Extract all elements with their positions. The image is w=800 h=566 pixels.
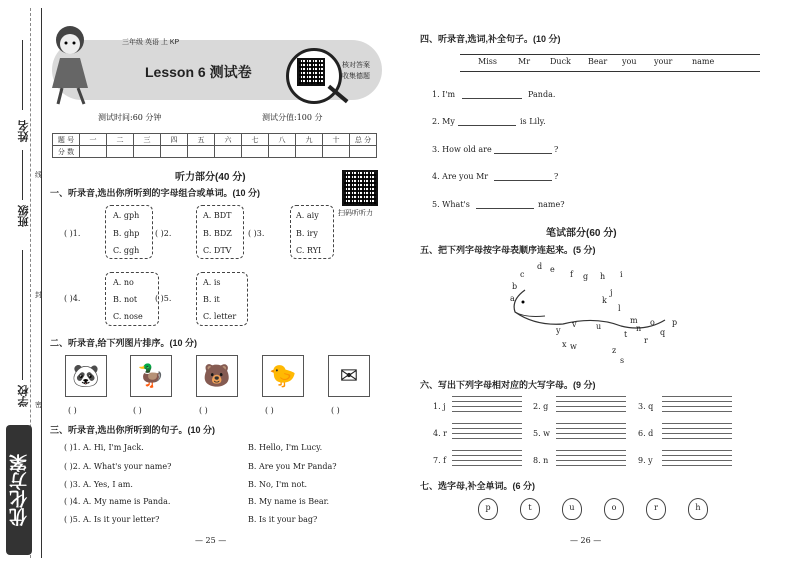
score-input[interactable] — [188, 146, 215, 158]
s6-item: 4. r — [433, 429, 447, 438]
score-cell: 六 — [215, 134, 242, 146]
s4-item2-end: is Lily. — [520, 117, 546, 126]
dot-letter: p — [672, 318, 678, 327]
dot-letter: s — [620, 356, 625, 365]
q1-opt-b: B. ghp — [113, 229, 140, 238]
sec5-title: 五、把下列字母按字母表顺序连起来。(5 分) — [420, 245, 596, 255]
q3-number[interactable]: ( )3. — [248, 229, 265, 238]
q4-opt-b: B. not — [113, 295, 138, 304]
s4-item3-end: ? — [554, 145, 559, 154]
writing-lines[interactable] — [452, 396, 522, 410]
dot-letter: l — [618, 304, 621, 313]
bird-icon: 🐤 — [262, 355, 304, 397]
sec1-title: 一、听录音,选出你所听到的字母组合或单词。(10 分) — [50, 188, 261, 198]
s4-item5-blank[interactable] — [476, 208, 534, 209]
word-bank-item: Duck — [550, 57, 571, 66]
school-blank[interactable] — [22, 250, 23, 380]
pic5-blank[interactable]: ( ) — [331, 406, 340, 415]
q3-opt-a: A. aiy — [296, 211, 319, 220]
score-input[interactable] — [242, 146, 269, 158]
score-cell: 十 — [323, 134, 350, 146]
score-cell: 七 — [242, 134, 269, 146]
qr-hint-2: 收集德题 — [342, 73, 370, 80]
s3-row4-a[interactable]: ( )4. A. My name is Panda. — [64, 497, 171, 506]
page-number-left: — 25 — — [195, 536, 227, 545]
s4-item3-blank[interactable] — [494, 153, 552, 154]
girl-mascot-icon — [38, 18, 98, 108]
school-label: 学校 — [18, 385, 30, 407]
name-label: 姓名 — [18, 120, 30, 142]
score-input[interactable] — [107, 146, 134, 158]
s6-item: 2. g — [533, 402, 549, 411]
s4-item5-end: name? — [538, 200, 565, 209]
dot-letter: g — [583, 272, 589, 281]
q1-number[interactable]: ( )1. — [64, 229, 81, 238]
name-blank[interactable] — [22, 40, 23, 110]
word-bank-item: Miss — [478, 57, 497, 66]
s6-item: 3. q — [638, 402, 654, 411]
dolphin-outline-icon — [505, 260, 685, 370]
dot-letter: b — [512, 282, 518, 291]
s3-row4-b: B. My name is Bear. — [248, 497, 330, 506]
word-bank-item: your — [654, 57, 673, 66]
dot-letter: h — [600, 272, 606, 281]
seal-line-char: 线 — [35, 171, 42, 179]
peach-letter[interactable]: p — [478, 498, 498, 520]
score-cell: 三 — [134, 134, 161, 146]
pic1-blank[interactable]: ( ) — [68, 406, 77, 415]
word-bank-item: name — [692, 57, 715, 66]
qr-hint-1: 核对答案 — [342, 62, 370, 69]
s3-row2-b: B. Are you Mr Panda? — [248, 462, 337, 471]
test-time: 测试时间:60 分钟 — [98, 113, 162, 122]
score-input[interactable] — [350, 146, 377, 158]
writing-title: 笔试部分(60 分) — [546, 228, 617, 239]
word-bank — [460, 54, 760, 72]
dot-letter: u — [596, 322, 602, 331]
word-bank-item: Mr — [518, 57, 531, 66]
score-cell: 总 分 — [350, 134, 377, 146]
s3-row1-b: B. Hello, I'm Lucy. — [248, 443, 323, 452]
s6-item: 7. f — [433, 456, 447, 465]
peach-letter[interactable]: r — [646, 498, 666, 520]
s6-item: 9. y — [638, 456, 653, 465]
q5-opt-a: A. is — [203, 278, 221, 287]
dot-letter: w — [570, 342, 577, 351]
listening-qr-icon[interactable] — [342, 170, 378, 206]
class-blank[interactable] — [22, 150, 23, 200]
pic2-blank[interactable]: ( ) — [133, 406, 142, 415]
dot-letter: f — [570, 270, 573, 279]
q4-number[interactable]: ( )4. — [64, 294, 81, 303]
score-input[interactable] — [269, 146, 296, 158]
word-bank-item: you — [622, 57, 637, 66]
score-cell: 八 — [269, 134, 296, 146]
dot-letter: r — [644, 336, 648, 345]
writing-lines[interactable] — [556, 396, 626, 410]
listening-qr-label: 扫码听听力 — [338, 209, 373, 217]
page-number-right: — 26 — — [570, 536, 602, 545]
score-input[interactable] — [161, 146, 188, 158]
writing-lines[interactable] — [662, 423, 732, 437]
writing-lines[interactable] — [662, 450, 732, 464]
s4-item1-end: Panda. — [528, 90, 556, 99]
q2-opt-a: A. BDT — [203, 211, 232, 220]
pic3-blank[interactable]: ( ) — [199, 406, 208, 415]
answer-qr-icon[interactable] — [297, 58, 325, 86]
score-cell: 题 号 — [53, 134, 80, 146]
seal-mid-char: 封 — [35, 291, 42, 299]
q5-opt-c: C. letter — [203, 312, 237, 321]
s4-item4-end: ? — [554, 172, 559, 181]
s4-item1-blank[interactable] — [462, 98, 522, 99]
peach-letter[interactable]: o — [604, 498, 624, 520]
sec7-title: 七、选字母,补全单词。(6 分) — [420, 481, 536, 491]
sec2-title: 二、听录音,给下列图片排序。(10 分) — [50, 338, 198, 348]
q2-number[interactable]: ( )2. — [155, 229, 172, 238]
peach-letter[interactable]: h — [688, 498, 708, 520]
q1-opt-a: A. gph — [113, 211, 140, 220]
s4-item4-start: 4. Are you Mr — [432, 172, 489, 181]
writing-lines[interactable] — [662, 396, 732, 410]
score-input[interactable] — [323, 146, 350, 158]
dot-letter: k — [602, 296, 607, 305]
dot-letter: i — [620, 270, 623, 279]
dot-letter: c — [520, 270, 525, 279]
duck-icon: 🦆 — [130, 355, 172, 397]
score-cell: 二 — [107, 134, 134, 146]
dot-letter: z — [612, 346, 617, 355]
s3-row3-b: B. No, I'm not. — [248, 480, 308, 489]
score-cell: 五 — [188, 134, 215, 146]
pic4-blank[interactable]: ( ) — [265, 406, 274, 415]
q4-opt-c: C. nose — [113, 312, 143, 321]
q1-opt-c: C. ggh — [113, 246, 140, 255]
s3-row1-a[interactable]: ( )1. A. Hi, I'm Jack. — [64, 443, 144, 452]
grade-label: 三年级 英语 上 KP — [122, 39, 180, 46]
sec3-title: 三、听录音,选出你所听到的句子。(10 分) — [50, 425, 216, 435]
score-cell: 一 — [80, 134, 107, 146]
s6-item: 1. j — [433, 402, 446, 411]
dot-letter: e — [550, 265, 555, 274]
q2-opt-b: B. BDZ — [203, 229, 232, 238]
s4-item2-start: 2. My — [432, 117, 455, 126]
listening-title: 听力部分(40 分) — [175, 172, 246, 183]
q4-opt-a: A. no — [113, 278, 134, 287]
s6-item: 8. n — [533, 456, 549, 465]
score-cell: 九 — [296, 134, 323, 146]
writing-lines[interactable] — [556, 450, 626, 464]
dot-letter: t — [624, 330, 628, 339]
dot-letter: q — [660, 328, 666, 337]
s3-row5-b: B. Is it your bag? — [248, 515, 318, 524]
score-input[interactable] — [134, 146, 161, 158]
s4-item4-blank[interactable] — [494, 180, 552, 181]
score-cell: 四 — [161, 134, 188, 146]
peach-letter[interactable]: u — [562, 498, 582, 520]
panda-icon: 🐼 — [65, 355, 107, 397]
page-title: Lesson 6 测试卷 — [145, 64, 252, 80]
score-input[interactable] — [296, 146, 323, 158]
q5-opt-b: B. it — [203, 295, 220, 304]
s3-row2-a[interactable]: ( )2. A. What's your name? — [64, 462, 172, 471]
dot-letter: d — [537, 262, 543, 271]
score-table — [52, 133, 377, 158]
q3-opt-b: B. iry — [296, 229, 318, 238]
test-score: 测试分值:100 分 — [262, 113, 323, 122]
score-input[interactable] — [215, 146, 242, 158]
sec6-title: 六、写出下列字母相对应的大写字母。(9 分) — [420, 380, 596, 390]
dot-letter: y — [556, 326, 561, 335]
class-label: 班级 — [18, 205, 30, 227]
s6-item: 5. w — [533, 429, 551, 438]
s4-item3-start: 3. How old are — [432, 145, 492, 154]
q3-opt-c: C. RYI — [296, 246, 322, 255]
seal-bot-char: 密 — [35, 401, 42, 409]
score-cell: 分 数 — [53, 146, 80, 158]
dot-letter: x — [562, 340, 567, 349]
score-input[interactable] — [80, 146, 107, 158]
s4-item1-start: 1. I'm — [432, 90, 456, 99]
logo: 优化方案 — [6, 425, 32, 555]
writing-lines[interactable] — [452, 423, 522, 437]
dot-letter: o — [650, 318, 655, 327]
s6-item: 6. d — [638, 429, 654, 438]
peach-letter[interactable]: t — [520, 498, 540, 520]
writing-lines[interactable] — [556, 423, 626, 437]
bear-icon: 🐻 — [196, 355, 238, 397]
s4-item5-start: 5. What's — [432, 200, 470, 209]
dot-letter: m — [630, 316, 638, 325]
writing-lines[interactable] — [452, 450, 522, 464]
envelope-icon: ✉ — [328, 355, 370, 397]
word-bank-item: Bear — [588, 57, 608, 66]
sec4-title: 四、听录音,选词,补全句子。(10 分) — [420, 34, 561, 44]
dot-letter: n — [636, 324, 642, 333]
s3-row5-a[interactable]: ( )5. A. Is it your letter? — [64, 515, 160, 524]
dot-letter: a — [510, 294, 515, 303]
dot-letter: j — [610, 288, 613, 297]
dot-letter: v — [572, 320, 577, 329]
q5-number[interactable]: ( )5. — [155, 294, 172, 303]
s4-item2-blank[interactable] — [458, 125, 516, 126]
s3-row3-a[interactable]: ( )3. A. Yes, I am. — [64, 480, 133, 489]
q2-opt-c: C. DTV — [203, 246, 232, 255]
